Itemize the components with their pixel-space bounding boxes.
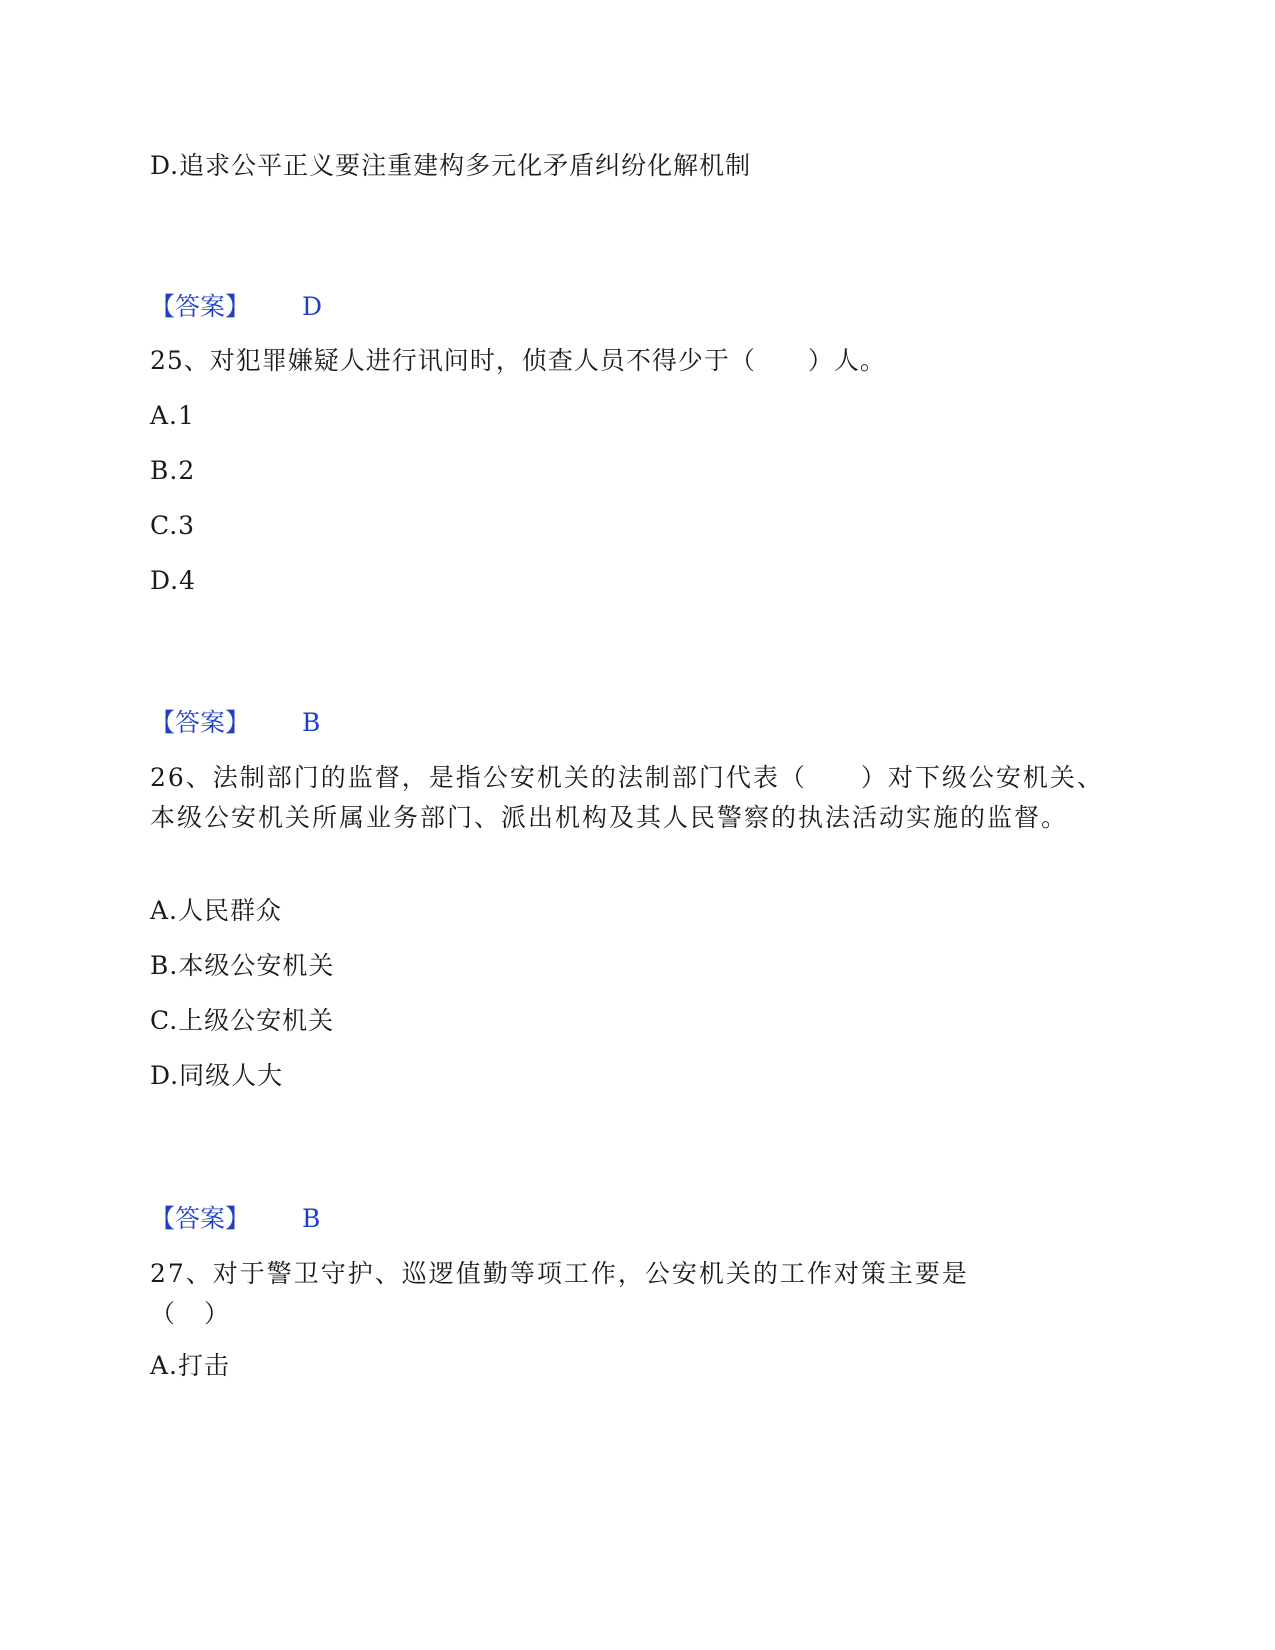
q24-option-d: D.追求公平正义要注重建构多元化矛盾纠纷化解机制	[150, 151, 752, 180]
q27-option-a: A.打击	[150, 1351, 231, 1380]
q25-option-d: D.4	[150, 566, 197, 595]
answer-label: 【答案】	[150, 292, 251, 321]
q26-option-b: B.本级公安机关	[150, 951, 335, 980]
q25-stem: 25、对犯罪嫌疑人进行讯问时，侦查人员不得少于（ ）人。	[150, 346, 886, 375]
q25-option-b: B.2	[150, 456, 196, 485]
answer-value: D	[302, 292, 323, 321]
q25-option-c: C.3	[150, 511, 196, 540]
q25-option-a: A.1	[150, 401, 195, 430]
answer-label: 【答案】	[150, 708, 251, 737]
q26-answer	[150, 1199, 320, 1239]
q25-answer	[150, 703, 320, 743]
q26-option-d: D.同级人大	[150, 1061, 284, 1090]
q24-answer	[150, 287, 322, 327]
answer-value: B	[302, 1204, 321, 1233]
q26-stem: 26、法制部门的监督，是指公安机关的法制部门代表（ ）对下级公安机关、本级公安机关所属业务部门、派出机构及其人民警察的执法活动实施的监督。	[150, 763, 1104, 832]
q26-option-a: A.人民群众	[150, 896, 283, 925]
q26-option-c: C.上级公安机关	[150, 1006, 335, 1035]
answer-label: 【答案】	[150, 1204, 251, 1233]
q27-stem: 27、对于警卫守护、巡逻值勤等项工作，公安机关的工作对策主要是（ ）	[150, 1259, 969, 1328]
answer-value: B	[302, 708, 321, 737]
